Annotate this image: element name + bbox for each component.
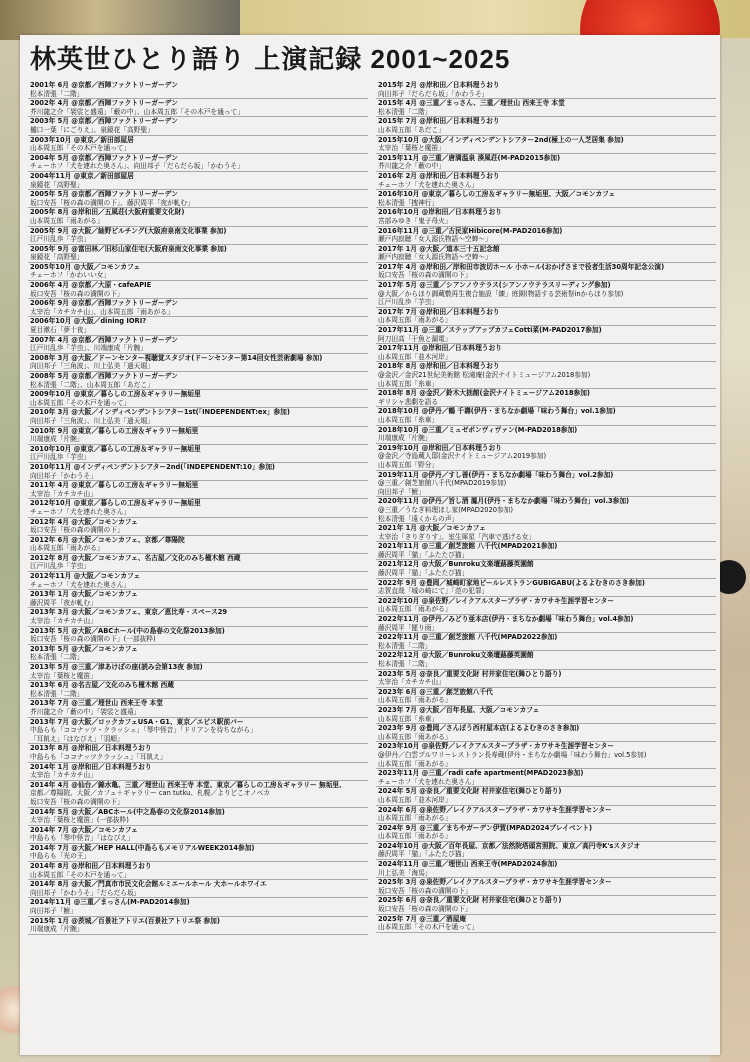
entry-date-venue: 2023年11月 @三重／radi cafe apartment(MPAD2023参加) (378, 769, 584, 778)
entry-date-venue: 2018年 8月 @岸和田／日本料理うおり (378, 362, 500, 371)
entry-date-venue: 2017年11月 @三重／ステップアップカフェCotti菜(M-PAD2017参加) (378, 326, 602, 335)
performance-entry (28, 463, 368, 481)
performance-entry (376, 787, 716, 805)
entry-work: 藤沢周平「夜が軋む」 (30, 598, 97, 607)
performance-entry (28, 390, 368, 408)
record-sheet (20, 35, 720, 1055)
entry-date-venue: 2016年10月 @東京／暮らしの工房＆ギャラリー無垢里、大阪／コモンカフェ (378, 190, 616, 199)
performance-entry (376, 579, 716, 597)
entry-work: 坂口安吾「桜の森の満開の下」(一部抜粋) (30, 635, 156, 644)
entry-work: 中島らも「ココナッツ・クラッシュ」「琴中怪音」「ドリアンを待ちながら」 (30, 726, 257, 735)
entry-work: 坂口安吾「桜の森の満開の下」 (378, 271, 472, 280)
entry-date-venue: 2025年 6月 @奈良／重要文化財 村井家住宅(舞ひとり語り) (378, 896, 562, 905)
performance-entry (376, 81, 716, 99)
entry-work: @三重／創芝旅館八千代(MPAD2019参加) (378, 479, 507, 488)
entry-date-venue: 2014年 1月 @岸和田／日本料理うおり (30, 762, 152, 771)
performance-entry (28, 699, 368, 717)
entry-work: 向田邦子「三角波」、川上弘美「過天堀」 (30, 416, 154, 425)
entry-work: 山本周五郎「あだこ」 (378, 125, 445, 134)
performance-entry (28, 354, 368, 372)
entry-work: 川上弘美「海馬」 (378, 868, 432, 877)
entry-work: 藤沢周平「罷り雨」 (378, 623, 439, 632)
entry-work: 松本清張「二階」、山本周五郎「あだこ」 (30, 380, 154, 389)
entry-work: チェーホフ「犬を連れた奥さん」 (30, 507, 131, 516)
entry-work: 太宰治「葉桜と魔笛」(一部抜粋) (30, 816, 129, 825)
performance-entry (28, 898, 368, 916)
entry-date-venue: 2022年10月 @泉佐野／レイクアルスタープラザ・カワサキ生涯学習センター (378, 596, 615, 605)
entry-work: 樋口一葉「にごりえ」、泉鏡花「高野聖」 (30, 125, 154, 134)
performance-entry (28, 844, 368, 862)
performance-entry (376, 471, 716, 498)
performance-entry (376, 172, 716, 190)
entry-date-venue: 2010年 3月 @大阪／インディペンデントシアター1st(「INDEPENDENT:ex」参加) (30, 408, 290, 417)
entry-date-venue: 2023年 7月 @大阪／百年長屋、大阪／コモンカフェ (378, 705, 540, 714)
entry-date-venue: 2012年 8月 @大阪／コモンカフェ、名古屋／文化のみち橦木館 西蔵 (30, 553, 241, 562)
entry-work: @三重／うなぎ料理ほし家(MPAD2020参加) (378, 505, 513, 514)
performance-entry (376, 597, 716, 615)
performance-entry (28, 917, 368, 935)
entry-work: 「耳飢え」「はなびえ」「羽順」 (30, 734, 124, 743)
performance-entry (376, 227, 716, 245)
entry-work: 藤沢周平「猫」「ふたたび猫」 (378, 569, 469, 578)
performance-entry (28, 299, 368, 317)
entry-work: チェーホフ「犬を連れた奥さん」、向田邦子「だらだら坂」「かわうそ」 (30, 162, 244, 171)
entry-date-venue: 2024年11月 @三重／埋世山 西来王寺(MPAD2024参加) (378, 860, 558, 869)
entry-work: 江戸川乱歩「芋虫」 (30, 453, 91, 462)
entry-work: 山本周五郎「糸車」 (378, 714, 439, 723)
background-art-left (0, 40, 22, 1062)
entry-work: 夏目漱石「夢十夜」 (30, 326, 91, 335)
entry-work: 中島らも「琴中怪音」「はなびえ」 (30, 834, 134, 843)
performance-entry (376, 706, 716, 724)
performance-entry (28, 536, 368, 554)
entry-date-venue: 2014年 5月 @大阪／ABCホール(中之島春の文化祭2014参加) (30, 807, 225, 816)
entry-work: 太宰治「カチカチ山」 (30, 771, 97, 780)
performance-entry (28, 781, 368, 808)
entry-date-venue: 2025年 3月 @泉佐野／レイクアルスタープラザ・カワサキ生涯学習センター (378, 878, 612, 887)
entry-date-venue: 2023年10月 @泉佐野／レイクアルスタープラザ・カワサキ生涯学習センター (378, 742, 615, 751)
entry-date-venue: 2010年10月 @東京／暮らしの工房＆ギャラリー無垢里 (30, 444, 201, 453)
entry-date-venue: 2013年 1月 @大阪／コモンカフェ (30, 590, 138, 599)
entry-work: 山本周五郎「雨あがる」 (30, 216, 104, 225)
performance-entry (28, 408, 368, 426)
entry-work: チェーホフ「犬を連れた奥さん」 (378, 180, 479, 189)
entry-date-venue: 2010年 9月 @東京／暮らしの工房＆ギャラリー無垢里 (30, 426, 199, 435)
entry-date-venue: 2014年 4月 @仙台／錦水亀、三重／埋世山 西来王寺 本堂、東京／暮らしの工房＆ギャラリー 無垢里、 (30, 780, 346, 789)
entry-date-venue: 2015年 4月 @三重／まっさん、三重／埋世山 西来王寺 本堂 (378, 99, 565, 108)
entry-date-venue: 2005年 9月 @大阪／紬野ビルチング(大阪府泉南文化事業 参加) (30, 226, 227, 235)
entry-work: 松本清張「二階」 (378, 660, 432, 668)
entry-work: 江戸川乱歩「芋虫」 (30, 562, 91, 571)
performance-entry (28, 499, 368, 517)
entry-work: 松本清張「二階」 (378, 641, 432, 650)
entry-work: 向田邦子「三角波」、川上弘美「過天堀」 (30, 362, 154, 371)
entry-work: 向田邦子「だらだら坂」「かわうそ」 (378, 89, 489, 98)
entry-work: 川端康成「片腕」 (30, 925, 84, 934)
performance-entry (376, 407, 716, 425)
performance-entry (376, 878, 716, 896)
entry-work: @大阪／からほり御蔵敷再生複合施設「練」庭園(物語する芸術祭inからほり参加) (378, 289, 624, 298)
entry-date-venue: 2012年 6月 @大阪／コモンカフェ、京都／尊陽院 (30, 535, 185, 544)
entry-date-venue: 2024年 5月 @奈良／重要文化財 村井家住宅(舞ひとり語り) (378, 787, 562, 796)
entry-work: 山本周五郎「並木河岸」 (378, 352, 452, 361)
entry-date-venue: 2024年 9月 @三重／まちやガーデン伊賀(MPAD2024プレイベント) (378, 823, 593, 832)
entry-date-venue: 2021年 1月 @大阪／コモンカフェ (378, 524, 486, 533)
entry-work: 芥川龍之介「藪の中」「袈裟と盛遠」 (30, 707, 141, 716)
entry-work: @伊丹／白雲プルワリーレストラン長寿蔵(伊丹・まちなか劇場「味わう舞台」vol.5参加) (378, 750, 647, 759)
entry-date-venue: 2014年 7月 @大阪／HEP HALL(中島らもメモリアルWEEK2014参加) (30, 843, 255, 852)
performance-entry (28, 336, 368, 354)
performance-entry (376, 362, 716, 389)
entry-date-venue: 2014年 7月 @大阪／コモンカフェ (30, 825, 138, 834)
entry-date-venue: 2016年11月 @三重／古民家Hibicore(M-PAD2016参加) (378, 226, 563, 235)
entry-work: 泉鏡花「高野聖」 (30, 180, 84, 189)
entry-date-venue: 2013年 6月 @名古屋／文化のみち橦木館 西蔵 (30, 681, 174, 690)
entry-work: 江戸川乱歩「芋虫」 (30, 235, 91, 244)
entry-date-venue: 2016年 2月 @岸和田／日本料理うおり (378, 171, 500, 180)
entry-date-venue: 2018年10月 @伊丹／鶴 千壽(伊丹・まちなか劇場「味わう舞台」vol.1参加) (378, 407, 616, 416)
entry-work: 山本周五郎「糸車」 (378, 379, 439, 388)
performance-entry (28, 590, 368, 608)
entry-date-venue: 2006年 4月 @京都／大原・cafeAPIE (30, 281, 152, 290)
performance-entry (376, 154, 716, 172)
performance-entry (376, 208, 716, 226)
entry-date-venue: 2020年11月 @伊丹／旨し酒 鳳月(伊丹・まちなか劇場「味わう舞台」vol.3参加) (378, 497, 630, 506)
performance-entry (28, 572, 368, 590)
entry-work: 太宰治「カチカチ山」、山本周五郎「雨あがる」 (30, 307, 174, 316)
performance-entry (376, 263, 716, 281)
entry-date-venue: 2013年 5月 @大阪／コモンカフェ (30, 644, 138, 653)
left-column (28, 81, 368, 935)
performance-entry (28, 627, 368, 645)
performance-entry (376, 190, 716, 208)
entry-work: 太宰治「葉桜と魔笛」 (378, 144, 445, 153)
entry-date-venue: 2017年11月 @岸和田／日本料理うおり (378, 344, 502, 353)
entry-work: 山本周五郎「並木河岸」 (378, 795, 452, 804)
entry-work: 山本周五郎「雨あがる」 (378, 605, 452, 614)
entry-work: 藤沢周平「猫」「ふたたび猫」 (378, 850, 469, 859)
entry-work: チェーホフ「犬を連れた奥さん」 (378, 777, 479, 786)
entry-date-venue: 2015年 1月 @茨城／百景社アトリエ(百景社アトリエ祭 参加) (30, 916, 220, 925)
performance-entry (28, 645, 368, 663)
entry-date-venue: 2006年10月 @大阪／dining IORI? (30, 317, 147, 326)
entry-work: 松本清張「捜神行」 (378, 198, 439, 207)
entry-work: 松本清張「二階」 (30, 653, 84, 662)
entry-work: 太宰治「カチカチ山」 (30, 617, 97, 626)
entry-work: 坂口安吾「桜の森の満開の下」 (378, 886, 472, 895)
entry-date-venue: 2005年 5月 @京都／西陣ファクトリーガーデン (30, 190, 178, 199)
performance-entry (376, 651, 716, 669)
entry-date-venue: 2006年 9月 @京都／西陣ファクトリーガーデン (30, 299, 178, 308)
performance-entry (376, 281, 716, 308)
performance-entry (376, 389, 716, 407)
entry-date-venue: 2009年10月 @東京／暮らしの工房＆ギャラリー無垢里 (30, 390, 201, 399)
performance-entry (28, 263, 368, 281)
entry-date-venue: 2023年 6月 @三重／創芝旅館八千代 (378, 687, 493, 696)
performance-entry (28, 718, 368, 745)
entry-work: 山本周五郎「雨あがる」 (378, 814, 452, 823)
performance-entry (376, 670, 716, 688)
entry-date-venue: 2011年 4月 @東京／暮らしの工房＆ギャラリー無垢里 (30, 481, 199, 490)
entry-date-venue: 2018年 8月 @金沢／鈴木大拙館(金沢ナイトミュージアム2018参加) (378, 389, 590, 398)
entry-work: @金沢／金沢21世紀美術館 松滝庵(金沢ナイトミュージアム2018参加) (378, 371, 591, 379)
entry-work: 山本周五郎「その木戸を通って」 (378, 923, 479, 932)
performance-entry (28, 190, 368, 208)
entry-work: 山本周五郎「野分」 (378, 460, 439, 469)
performance-entry (28, 445, 368, 463)
entry-work: 向田邦子「かわうそ」 (30, 471, 97, 480)
performance-entry (376, 688, 716, 706)
entry-work: 松本清張「遠くからの声」 (378, 514, 459, 523)
entry-date-venue: 2021年11月 @三重／創芝旅館 八千代(MPAD2021参加) (378, 542, 558, 551)
entry-work: 山本周五郎「糸車」 (378, 415, 439, 424)
entry-date-venue: 2019年11月 @伊丹／すし善(伊丹・まちなか劇場「味わう舞台」vol.2参加) (378, 470, 614, 479)
entry-work: 山本周五郎「雨あがる」 (378, 759, 452, 768)
entry-date-venue: 2015年 2月 @岸和田／日本料理うおり (378, 81, 500, 89)
performance-entry (28, 117, 368, 135)
entry-date-venue: 2024年 6月 @泉佐野／レイクアルスタープラザ・カワサキ生涯学習センター (378, 805, 612, 814)
entry-date-venue: 2014年 8月 @岸和田／日本料理うおり (30, 862, 152, 871)
entry-work: 向田邦子「かわうそ」「だらだら坂」 (30, 888, 141, 897)
entry-work: 山本周五郎「雨あがる」 (378, 732, 452, 741)
performance-entry (28, 763, 368, 781)
entry-date-venue: 2017年 1月 @大阪／道本三十五記念館 (378, 244, 500, 253)
performance-entry (376, 724, 716, 742)
entry-work: 向田邦子「鮒」 (378, 487, 425, 496)
performance-entry (28, 826, 368, 844)
performance-entry (28, 372, 368, 390)
performance-entry (28, 518, 368, 536)
entry-work: 泉鏡花「高野聖」 (30, 253, 84, 262)
entry-work: 太宰治「カチカチ山」 (30, 489, 97, 498)
entry-date-venue: 2004年11月 @東京／新田部屋居 (30, 171, 134, 180)
performance-entry (28, 281, 368, 299)
performance-entry (376, 344, 716, 362)
entry-work: 瀬戸内寂聴「女人源氏物語～空蝉～」 (378, 235, 492, 244)
entry-work: 山本周五郎「その木戸を通って」 (30, 870, 131, 879)
entry-work: 宮部みゆき「鬼子母火」 (378, 216, 452, 225)
entry-work: 中島らも「ココナッツクラッシュ」「耳飢え」 (30, 752, 167, 761)
entry-date-venue: 2021年12月 @大阪／Bunroku文楽壇蕗藤英園館 (378, 560, 534, 569)
performance-entry (28, 608, 368, 626)
entry-work: 川端康成「片腕」 (378, 434, 432, 443)
right-column (376, 81, 716, 935)
performance-entry (28, 208, 368, 226)
performance-entry (28, 99, 368, 117)
entry-work: 山本周五郎「その木戸を通って」 (30, 144, 131, 153)
entry-date-venue: 2002年 4月 @京都／西陣ファクトリーガーデン (30, 99, 178, 108)
entry-date-venue: 2014年11月 @三重／まっさん(M-PAD2014参加) (30, 898, 190, 907)
entry-date-venue: 2010年11月 @インディペンデントシアター2nd(「INDEPENDENT:10」参加) (30, 462, 275, 471)
performance-entry (376, 426, 716, 444)
entry-work: 江戸川乱歩「芋虫」、川端康成「片腕」 (30, 344, 148, 353)
performance-entry (28, 481, 368, 499)
performance-entry (376, 542, 716, 560)
entry-date-venue: 2014年 8月 @大阪／門真市市民文化会館ルミエールホール 大ホールホワイエ (30, 880, 267, 889)
entry-date-venue: 2005年10月 @大阪／コモンカフェ (30, 262, 141, 271)
performance-entry (28, 427, 368, 445)
entry-work: 松本清張「二階」 (30, 689, 84, 698)
entry-date-venue: 2003年10月 @東京／新田部屋居 (30, 135, 134, 144)
entry-date-venue: 2018年10月 @三重／ミュゼボンヴィヴァン(M-PAD2018参加) (378, 425, 578, 434)
performance-entry (376, 633, 716, 651)
entry-date-venue: 2022年 9月 @豊岡／城崎町家地ビールレストランGUBIGABU(よるよむきのさき参加) (378, 578, 645, 587)
performance-entry (28, 245, 368, 263)
performance-entry (376, 117, 716, 135)
entry-date-venue: 2023年 9月 @豊岡／さんぽう西村屋本店(よるよむきのさき参加) (378, 724, 580, 733)
entry-date-venue: 2008年 3月 @大阪／ドーンセンター視聴覚スタジオ(ドーンセンター第14回女性芸術劇場 参加) (30, 353, 323, 362)
entry-work: 志賀直哉「城の崎にて」「范の犯罪」 (378, 587, 489, 596)
entry-work: 京都／尊陽院、大阪／カフェ＋ギャラリー can tutku、札幌／よりどこオノベカ (30, 789, 270, 798)
entry-date-venue: 2015年11月 @三重／唐満温泉 湊風荘(M-PAD2015参加) (378, 153, 561, 162)
entry-date-venue: 2017年 7月 @岸和田／日本料理うおり (378, 307, 500, 316)
performance-entry (376, 824, 716, 842)
performance-entry (28, 136, 368, 154)
entry-work: 坂口安吾「桜の森の満開の下」 (30, 797, 124, 806)
performance-entry (376, 497, 716, 524)
entry-date-venue: 2024年10月 @大阪／百年長屋、京都／法然院塔頭宮照院、東京／高円寺K'sスタジオ (378, 841, 641, 850)
performance-entry (376, 560, 716, 578)
entry-work: 向田邦子「鮒」 (30, 907, 77, 916)
performance-entry (28, 81, 368, 99)
entry-date-venue: 2023年 5月 @奈良／重要文化財 村井家住宅(舞ひとり語り) (378, 669, 562, 678)
performance-entry (376, 245, 716, 263)
entry-date-venue: 2001年 6月 @京都／西陣ファクトリーガーデン (30, 81, 178, 89)
entry-date-venue: 2012年 4月 @大阪／コモンカフェ (30, 517, 138, 526)
entry-work: 瀬戸内寂聴「女人源氏物語～空蝉～」 (378, 253, 492, 262)
entry-work: 山本周五郎「雨あがる」 (30, 544, 104, 553)
entry-work: 江戸川乱歩「芋虫」 (378, 298, 439, 307)
entry-work: 坂口安吾「桜の森の満開の下」 (30, 289, 124, 298)
entry-date-venue: 2013年 5月 @大阪／ABCホール(中の島春の文化祭2013参加) (30, 626, 225, 635)
page-title: 林英世ひとり語り 上演記録 2001~2025 (30, 44, 511, 74)
performance-entry (28, 554, 368, 572)
entry-date-venue: 2005年 9月 @富田林／旧杉山家住宅(大阪府泉南文化事業 参加) (30, 244, 227, 253)
entry-work: チェーホフ「かわいい女」 (30, 271, 111, 280)
entry-work: ギリシャ悲劇を語る (378, 397, 439, 406)
entry-work: 芥川龍之介「袈裟と盛遠」「藪の中」、山本周五郎「その木戸を通って」 (30, 107, 244, 116)
entry-work: 山本周五郎「雨あがる」 (378, 832, 452, 841)
entry-work: 坂口安吾「桜の森の満開の下」 (30, 526, 124, 535)
performance-entry (376, 99, 716, 117)
performance-entry (376, 842, 716, 860)
entry-work: 太宰治「葉桜と魔笛」 (30, 671, 97, 680)
entry-date-venue: 2008年 5月 @京都／西陣ファクトリーガーデン (30, 372, 178, 380)
performance-entry (28, 663, 368, 681)
performance-entry (28, 744, 368, 762)
performance-entry (376, 742, 716, 769)
entry-date-venue: 2012年11月 @大阪／コモンカフェ (30, 572, 141, 581)
entry-date-venue: 2013年 8月 @岸和田／日本料理うおり (30, 744, 152, 753)
entry-work: 川端康成「片腕」 (30, 435, 84, 444)
performance-entry (28, 808, 368, 826)
performance-entry (28, 681, 368, 699)
performance-entry (28, 172, 368, 190)
record-columns (28, 81, 718, 935)
entry-date-venue: 2017年 4月 @岸和田／岸和田市波切ホール 小ホール(おかげさまで役者生活30周年記念公演) (378, 262, 665, 271)
entry-work: 坂口安吾「桜の森の満開の下」 (378, 905, 472, 914)
entry-work: 松本清張「二階」 (378, 107, 432, 116)
performance-entry (376, 915, 716, 933)
performance-entry (28, 862, 368, 880)
entry-date-venue: 2005年 8月 @岸和田／五風荘(大阪府重要文化財) (30, 208, 185, 217)
entry-work: 芥川龍之介「藪の中」 (378, 162, 445, 171)
background-art-top-left (0, 0, 240, 40)
entry-date-venue: 2003年 5月 @京都／西陣ファクトリーガーデン (30, 117, 178, 126)
entry-work: 松本清張「二階」 (30, 89, 84, 98)
entry-work: チェーホフ「犬を連れた奥さん」 (30, 580, 131, 589)
entry-date-venue: 2022年11月 @三重／創芝旅館 八千代(MPAD2022参加) (378, 633, 558, 642)
entry-date-venue: 2007年 4月 @京都／西陣ファクトリーガーデン (30, 335, 178, 344)
entry-date-venue: 2022年12月 @大阪／Bunroku文楽壇蕗藤英園館 (378, 651, 534, 660)
entry-work: 山本周五郎「雨あがる」 (378, 316, 452, 325)
performance-entry (28, 154, 368, 172)
entry-date-venue: 2013年 7月 @大阪／ロックカフェUSA・G1、東京／エビス駅前バー (30, 717, 244, 726)
performance-entry (28, 880, 368, 898)
performance-entry (376, 896, 716, 914)
entry-work: 太宰治「カチカチ山」 (378, 678, 445, 687)
entry-work: 坂口安吾「桜の森の満開の下」、藤沢周平「夜が軋む」 (30, 198, 194, 207)
entry-work: 山本周五郎「雨あがる」 (378, 696, 452, 705)
performance-entry (376, 769, 716, 787)
performance-entry (376, 444, 716, 471)
performance-entry (376, 308, 716, 326)
entry-date-venue: 2004年 5月 @京都／西陣ファクトリーガーデン (30, 153, 178, 162)
entry-work: 中島らも「光の王」 (30, 852, 91, 861)
entry-work: 藤沢周平「猫」「ふたたび猫」 (378, 550, 469, 559)
entry-work: @金沢／寺島蔵人邸(金沢ナイトミュージアム2019参加) (378, 452, 547, 461)
entry-date-venue: 2025年 7月 @三重／酒屋庵 (378, 914, 467, 923)
performance-entry (376, 615, 716, 633)
entry-date-venue: 2017年 5月 @三重／シアンノウテラス(シアンノウテラスリーディング参加) (378, 281, 611, 290)
performance-entry (376, 806, 716, 824)
performance-entry (376, 860, 716, 878)
performance-entry (376, 326, 716, 344)
entry-date-venue: 2022年11月 @伊丹／みどり亜本店(伊丹・まちなか劇場「味わう舞台」vol.4参加) (378, 615, 634, 624)
performance-entry (376, 136, 716, 154)
entry-date-venue: 2015年 7月 @岸和田／日本料理うおり (378, 117, 500, 126)
entry-date-venue: 2019年10月 @岸和田／日本料理うおり (378, 443, 502, 452)
entry-date-venue: 2012年10月 @東京／暮らしの工房＆ギャラリー無垢里 (30, 499, 201, 508)
performance-entry (28, 317, 368, 335)
entry-work: 山本周五郎「その木戸を通って」 (30, 398, 131, 407)
entry-date-venue: 2015年10月 @大阪／インディペンデントシアター2nd(極上の一人芝居集 参加) (378, 135, 624, 144)
performance-entry (376, 524, 716, 542)
entry-date-venue: 2016年10月 @岸和田／日本料理うおり (378, 208, 502, 217)
entry-date-venue: 2013年 5月 @三重／津あけぼの座(読み会第13夜 参加) (30, 663, 203, 671)
entry-work: 阿刀田高「干魚と漏電」 (378, 334, 452, 343)
performance-entry (28, 227, 368, 245)
entry-date-venue: 2013年 7月 @三重／埋世山 西来王寺 本堂 (30, 699, 163, 708)
entry-work: 太宰治「きりぎりす」、室生犀星「汽車で逃げる女」 (378, 532, 536, 541)
entry-date-venue: 2013年 3月 @大阪／コモンカフェ、東京／恵比寿・スペース29 (30, 608, 228, 617)
